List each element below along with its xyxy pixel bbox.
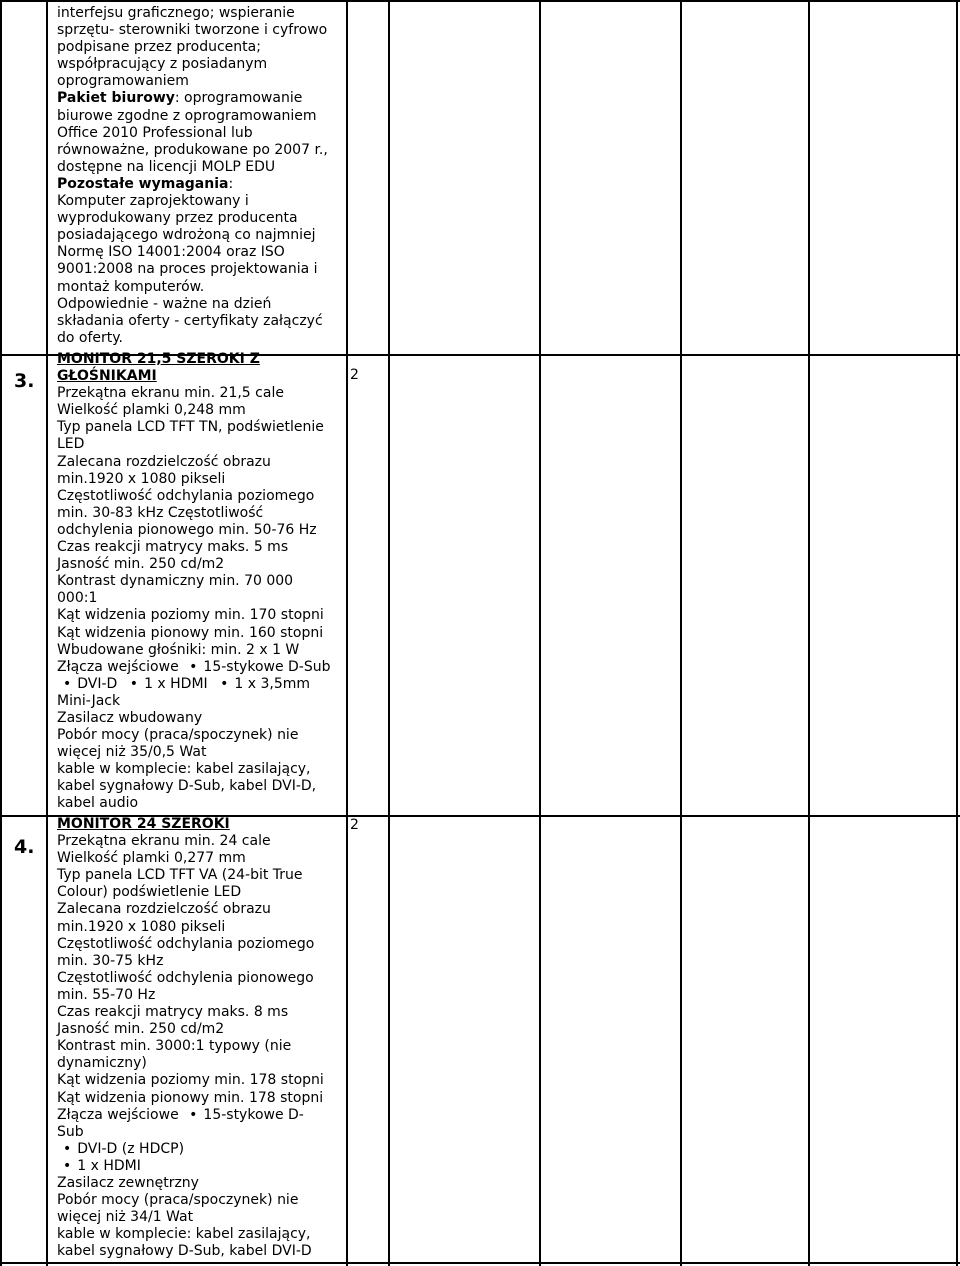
quantity-value: 2 (350, 367, 359, 383)
spec-line: Pobór mocy (praca/spoczynek) nie (57, 1192, 299, 1209)
section-label: Pakiet biurowy (57, 90, 175, 107)
spec-line: kabel sygnałowy D-Sub, kabel DVI-D (57, 1243, 312, 1260)
text-line: Normę ISO 14001:2004 oraz ISO (57, 244, 285, 261)
spec-line: kable w komplecie: kabel zasilający, (57, 1226, 311, 1243)
connectors-label: Złącza wejściowe (57, 1106, 179, 1123)
description-cell-continued (57, 5, 345, 347)
table-border-bottom (0, 1262, 960, 1264)
text-line: biurowe zgodne z oprogramowaniem (57, 107, 317, 124)
spec-line: Wielkość plamki 0,248 mm (57, 402, 246, 419)
connector-item: Mini-Jack (57, 692, 121, 709)
spec-line: Pobór mocy (praca/spoczynek) nie (57, 727, 299, 744)
description-cell (57, 351, 345, 813)
connector-list (57, 676, 345, 693)
column-divider (680, 0, 682, 1266)
connector-item: • 1 x 3,5mm (220, 676, 310, 692)
connector-item: • DVI-D (z HDCP) (63, 1141, 184, 1157)
spec-line: więcej niż 35/0,5 Wat (57, 744, 207, 761)
connectors-label: Złącza wejściowe (57, 658, 179, 675)
text-line: Office 2010 Professional lub (57, 124, 253, 141)
product-title: MONITOR 24 SZEROKI (57, 816, 230, 832)
text-line: Komputer zaprojektowany i (57, 193, 249, 210)
text-line: 9001:2008 na proces projektowania i (57, 261, 318, 278)
text-line: do oferty. (57, 329, 123, 346)
column-divider (539, 0, 541, 1266)
spec-line: Colour) podświetlenie LED (57, 884, 242, 901)
spec-line: LED (57, 436, 85, 453)
product-title: MONITOR 21,5 SZEROKI Z (57, 351, 260, 367)
spec-line: Kąt widzenia poziomy min. 170 stopni (57, 607, 324, 624)
spec-line: Kontrast min. 3000:1 typowy (nie (57, 1038, 292, 1055)
spec-line: min. 55-70 Hz (57, 986, 156, 1003)
spec-line: odchylenia pionowego min. 50-76 Hz (57, 521, 317, 538)
column-divider (346, 0, 348, 1266)
text-line: składania oferty - certyfikaty załączyć (57, 312, 323, 329)
spec-line: Wielkość plamki 0,277 mm (57, 850, 246, 867)
spec-line: min.1920 x 1080 pikseli (57, 470, 226, 487)
spec-line: min. 30-75 kHz (57, 952, 164, 969)
spec-line: kabel sygnałowy D-Sub, kabel DVI-D, (57, 778, 317, 795)
column-divider (808, 0, 810, 1266)
connector-item: • 15-stykowe D-Sub (189, 659, 330, 675)
spec-line: min. 30-83 kHz Częstotliwość (57, 504, 264, 521)
text-line: podpisane przez producenta; (57, 39, 261, 56)
spec-line: 000:1 (57, 590, 98, 607)
spec-line: Kąt widzenia pionowy min. 160 stopni (57, 624, 324, 641)
spec-line: Przekątna ekranu min. 24 cale (57, 833, 271, 850)
spec-line: Czas reakcji matrycy maks. 8 ms (57, 1004, 289, 1021)
spec-line: Częstotliwość odchylania poziomego (57, 487, 315, 504)
spec-line: Częstotliwość odchylenia pionowego (57, 969, 314, 986)
spec-line: Jasność min. 250 cd/m2 (57, 556, 225, 573)
text-line: sprzętu- sterowniki tworzone i cyfrowo (57, 22, 328, 39)
spec-line: Częstotliwość odchylania poziomego (57, 935, 315, 952)
connector-item: • 1 x HDMI (63, 1158, 141, 1174)
text-line: montaż komputerów. (57, 278, 205, 295)
table-border-top (0, 0, 960, 2)
spec-line: więcej niż 34/1 Wat (57, 1209, 194, 1226)
connector-item: Sub (57, 1123, 84, 1140)
connector-list (57, 1158, 345, 1175)
section-label: Pozostałe wymagania (57, 175, 229, 192)
spec-line: min.1920 x 1080 pikseli (57, 918, 226, 935)
spec-line: Zalecana rozdzielczość obrazu (57, 453, 271, 470)
text-line: wyprodukowany przez producenta (57, 210, 298, 227)
spec-line: Czas reakcji matrycy maks. 5 ms (57, 539, 289, 556)
connector-item: • 1 x HDMI (130, 676, 208, 692)
connector-list (57, 1141, 345, 1158)
text-line: dostępne na licencji MOLP EDU (57, 158, 276, 175)
quantity-value: 2 (350, 817, 359, 833)
spec-line: Kontrast dynamiczny min. 70 000 (57, 573, 294, 590)
text-line: oprogramowaniem (57, 73, 189, 90)
spec-line: dynamiczny) (57, 1055, 147, 1072)
row-number: 3. (14, 370, 35, 392)
spec-line: kable w komplecie: kabel zasilający, (57, 761, 311, 778)
product-title: GŁOŚNIKAMI (57, 368, 157, 385)
spec-line: Kąt widzenia pionowy min. 178 stopni (57, 1089, 324, 1106)
spec-line: Jasność min. 250 cd/m2 (57, 1021, 225, 1038)
connector-list (57, 659, 345, 676)
table-border-right (956, 0, 958, 1266)
column-divider (46, 0, 48, 1266)
text-line: Odpowiednie - ważne na dzień (57, 295, 272, 312)
text-line: Pakiet biurowy: oprogramowanie (57, 90, 303, 107)
text-line: współpracujący z posiadanym (57, 56, 268, 73)
spec-line: Wbudowane głośniki: min. 2 x 1 W (57, 641, 300, 658)
spec-line: Typ panela LCD TFT TN, podświetlenie (57, 419, 324, 436)
spec-line: Kąt widzenia poziomy min. 178 stopni (57, 1072, 324, 1089)
connector-item: • 15-stykowe D- (189, 1107, 304, 1123)
table-border-left (0, 0, 2, 1266)
text-line: posiadającego wdrożoną co najmniej (57, 227, 316, 244)
connector-item: • DVI-D (63, 676, 117, 692)
text-line: Pozostałe wymagania: (57, 175, 234, 192)
spec-line: Zasilacz wbudowany (57, 709, 203, 726)
spec-line: Zalecana rozdzielczość obrazu (57, 901, 271, 918)
spec-line: kabel audio (57, 795, 139, 812)
column-divider (388, 0, 390, 1266)
text-line: równoważne, produkowane po 2007 r., (57, 141, 328, 158)
spec-line: Zasilacz zewnętrzny (57, 1174, 199, 1191)
text-line: interfejsu graficznego; wspieranie (57, 5, 295, 21)
connector-list (57, 1107, 345, 1124)
spec-line: Przekątna ekranu min. 21,5 cale (57, 385, 284, 402)
spec-line: Typ panela LCD TFT VA (24-bit True (57, 867, 303, 884)
description-cell (57, 816, 345, 1260)
row-number: 4. (14, 836, 35, 858)
